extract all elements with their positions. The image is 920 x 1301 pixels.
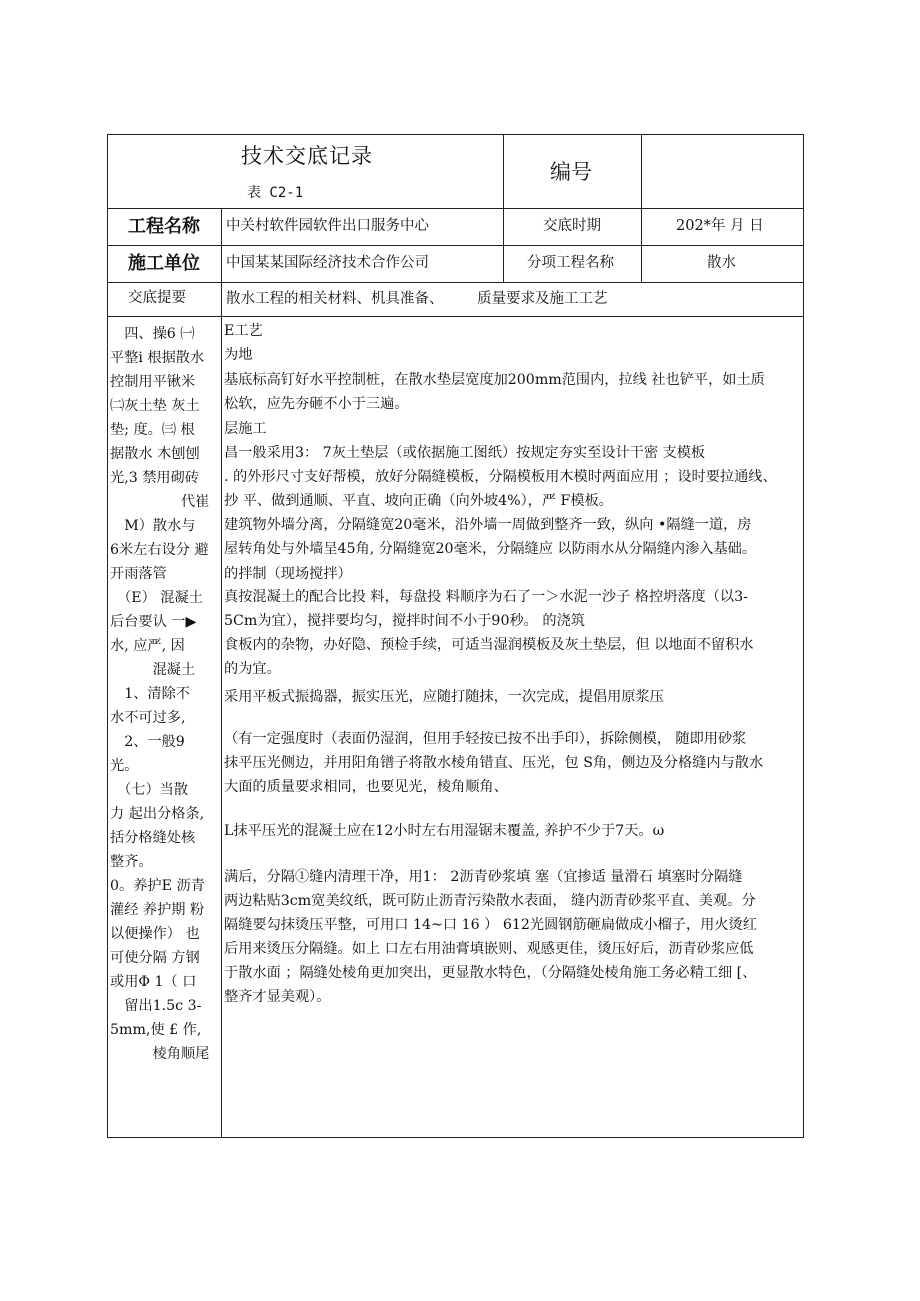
left-text-line: 或用Φ 1（ 口 (110, 974, 197, 990)
left-text-line: 后台要认 一▶ (110, 614, 197, 630)
rule-label-divider (221, 208, 222, 1138)
right-text-line: 满后，分隔①缝内清理干净，用1： 2沥青砂浆填 塞（宜掺适 量滑石 填塞时分隔缝 (224, 869, 743, 885)
construction-unit-value: 中国某某国际经济技术合作公司 (226, 255, 429, 271)
left-text-line: ㈡灰土垫 灰土 (110, 398, 200, 414)
right-text-line: 的为宜。 (224, 661, 281, 677)
right-text-line: 昌一般采用3： 7灰土垫层（或依据施工图纸）按规定夯实至设计干密 支模板 (224, 445, 706, 461)
project-name-label: 工程名称 (128, 216, 200, 237)
right-text-line: 建筑物外墙分离，分隔缝宽20毫米，沿外墙一周做到整齐一致，纵向 •隔缝一道，房 (224, 517, 752, 533)
rule-row2-bottom (107, 282, 804, 283)
summary-value-a: 散水工程的相关材料、机具准备、 (226, 291, 444, 307)
right-text-line: 大面的质量要求相同，也要见光，棱角顺角、 (224, 779, 508, 795)
left-text-line: 水不可过多, (110, 710, 186, 726)
project-name-value: 中关村软件园软件出口服务中心 (226, 218, 429, 234)
left-text-line: 平整i 根据散水 (110, 350, 205, 366)
right-text-line: 于散水面 ；隔缝处棱角更加突出，更显散水特色，（分隔缝处棱角施工务必精工细 [、 (224, 965, 757, 981)
left-text-line: 控制用平锹米 (110, 374, 196, 390)
left-text-line: 2、一般9 (110, 734, 185, 750)
left-text-line: 据散水 木刨刨 (110, 446, 200, 462)
left-text-line: 可使分隔 方钢 (110, 950, 200, 966)
right-text-line: 5Cm为宜），搅拌要均匀，搅拌时间不小于90秒。 的浇筑 (224, 613, 585, 629)
right-text-line: 抄 平、做到通顺、平直、坡向正确（向外坡4%），严 F模板。 (224, 493, 613, 509)
right-text-line: 采用平板式振捣器，振实压光，应随打随抹，一次完成，提倡用原浆压 (224, 689, 664, 705)
right-text-line: 屋转角处与外墙呈45角, 分隔缝宽20毫米，分隔缝应 以防雨水从分隔缝内渗入基础。 (224, 541, 757, 557)
left-text-line: （E） 混凝土 (110, 590, 203, 606)
right-text-line: 层施工 (224, 421, 267, 437)
date-value: 202*年 月 日 (676, 218, 764, 234)
left-text-line: 6米左右设分 避 (110, 542, 209, 558)
construction-unit-label: 施工单位 (128, 253, 200, 274)
rule-header-bottom (107, 208, 804, 209)
left-text-line: 光,3 禁用砌砖 (110, 470, 199, 486)
right-text-line: L抹平压光的混凝土应在12小时左右用湿锯末覆盖, 养护不少于7天。ω (224, 823, 665, 839)
left-text-line: 留出1.5c 3- (110, 998, 202, 1014)
rule-header-divider-2 (641, 134, 642, 282)
right-text-line: . 的外形尺寸支好帮模，放好分隔缝模板，分隔模板用木模时两面应用 ；设时要拉通线、 (224, 469, 777, 485)
summary-value-b: 质量要求及施工工艺 (477, 291, 608, 307)
left-text-line: 括分格缝处核 (110, 830, 196, 846)
left-text-line: 0。养护E 沥青 (110, 878, 205, 894)
number-label: 编号 (550, 160, 592, 184)
left-text-line: 混凝土 (110, 662, 196, 678)
left-text-line: 棱角顺尾 (110, 1046, 210, 1062)
right-text-line: 整齐才显美观）。 (224, 989, 331, 1005)
left-text-line: 四、操6 ㈠ (110, 326, 195, 342)
form-number: 表 C2-1 (247, 185, 304, 201)
subitem-label: 分项工程名称 (527, 255, 614, 271)
right-text-line: E工艺 (224, 323, 263, 339)
right-text-line: （有一定强度时（表面仍湿润，但用手轻按已按不出手印），拆除侧模， 随即用砂浆 (224, 731, 747, 747)
left-text-line: （七）当散 (110, 782, 189, 798)
right-text-line: 为地 (224, 347, 253, 363)
right-text-line: 抹平压光侧边，并用阳角镨子将散水棱角错直、压光，包 S角，侧边及分格缝内与散水 (224, 755, 764, 771)
right-text-line: 隔缝要勾抹烫压平整，可用口 14~口 16 ） 612光圆钢筋砸扁做成小榴子，用火烫红 (224, 917, 757, 933)
left-text-line: 1、清除不 (110, 686, 190, 702)
rule-header-divider-1 (503, 134, 504, 282)
right-text-line: 的拌制（现场搅拌） (224, 566, 352, 582)
right-text-line: 松软，应先夯砸不小于三遍。 (224, 396, 409, 412)
right-text-line: 基底标高钉好水平控制桩，在散水垫层宽度加200mm范围内，拉线 社也铲平，如土质 (224, 372, 765, 388)
left-text-line: 以便操作） 也 (110, 926, 200, 942)
date-label: 交底时期 (543, 218, 601, 234)
document-title: 技术交底记录 (241, 144, 373, 168)
left-text-line: 整齐。 (110, 854, 153, 870)
right-text-line: 后用来烫压分隔缝。如上 口左右用油膏填嵌则、观感更佳，烫压好后，沥青砂浆应低 (224, 941, 754, 957)
right-text-line: 两边粘贴3cm宽美纹纸，既可防止沥青污染散水表面， 缝内沥青砂浆平直、美观。分 (224, 893, 756, 909)
left-column-text (110, 322, 220, 1066)
summary-label: 交底提要 (128, 290, 186, 306)
left-text-line: 水, 应严, 因 (110, 638, 185, 654)
left-text-line: 垫; 度。㈢ 根 (110, 422, 195, 438)
left-text-line: 光。 (110, 758, 139, 774)
left-text-line: 代崔 (110, 494, 210, 510)
right-text-line: 真按混凝土的配合比投 料，每盘投 料顺序为石了一＞水泥一沙子 格控坍落度（以3- (224, 589, 748, 605)
rule-row3-bottom (107, 316, 804, 317)
left-text-line: 灌经 养护期 粉 (110, 902, 205, 918)
left-text-line: 5mm,使 £ 作, (110, 1022, 202, 1038)
left-text-line: 力 起出分格条, (110, 806, 205, 822)
right-text-line: 食板内的杂物，办好隐、预检手续，可适当湿润模板及灰土垫层，但 以地面不留积水 (224, 637, 754, 653)
subitem-value: 散水 (707, 255, 736, 271)
left-text-line: M）散水与 (110, 518, 196, 534)
rule-row1-bottom (107, 245, 804, 246)
left-text-line: 开雨落管 (110, 566, 167, 582)
